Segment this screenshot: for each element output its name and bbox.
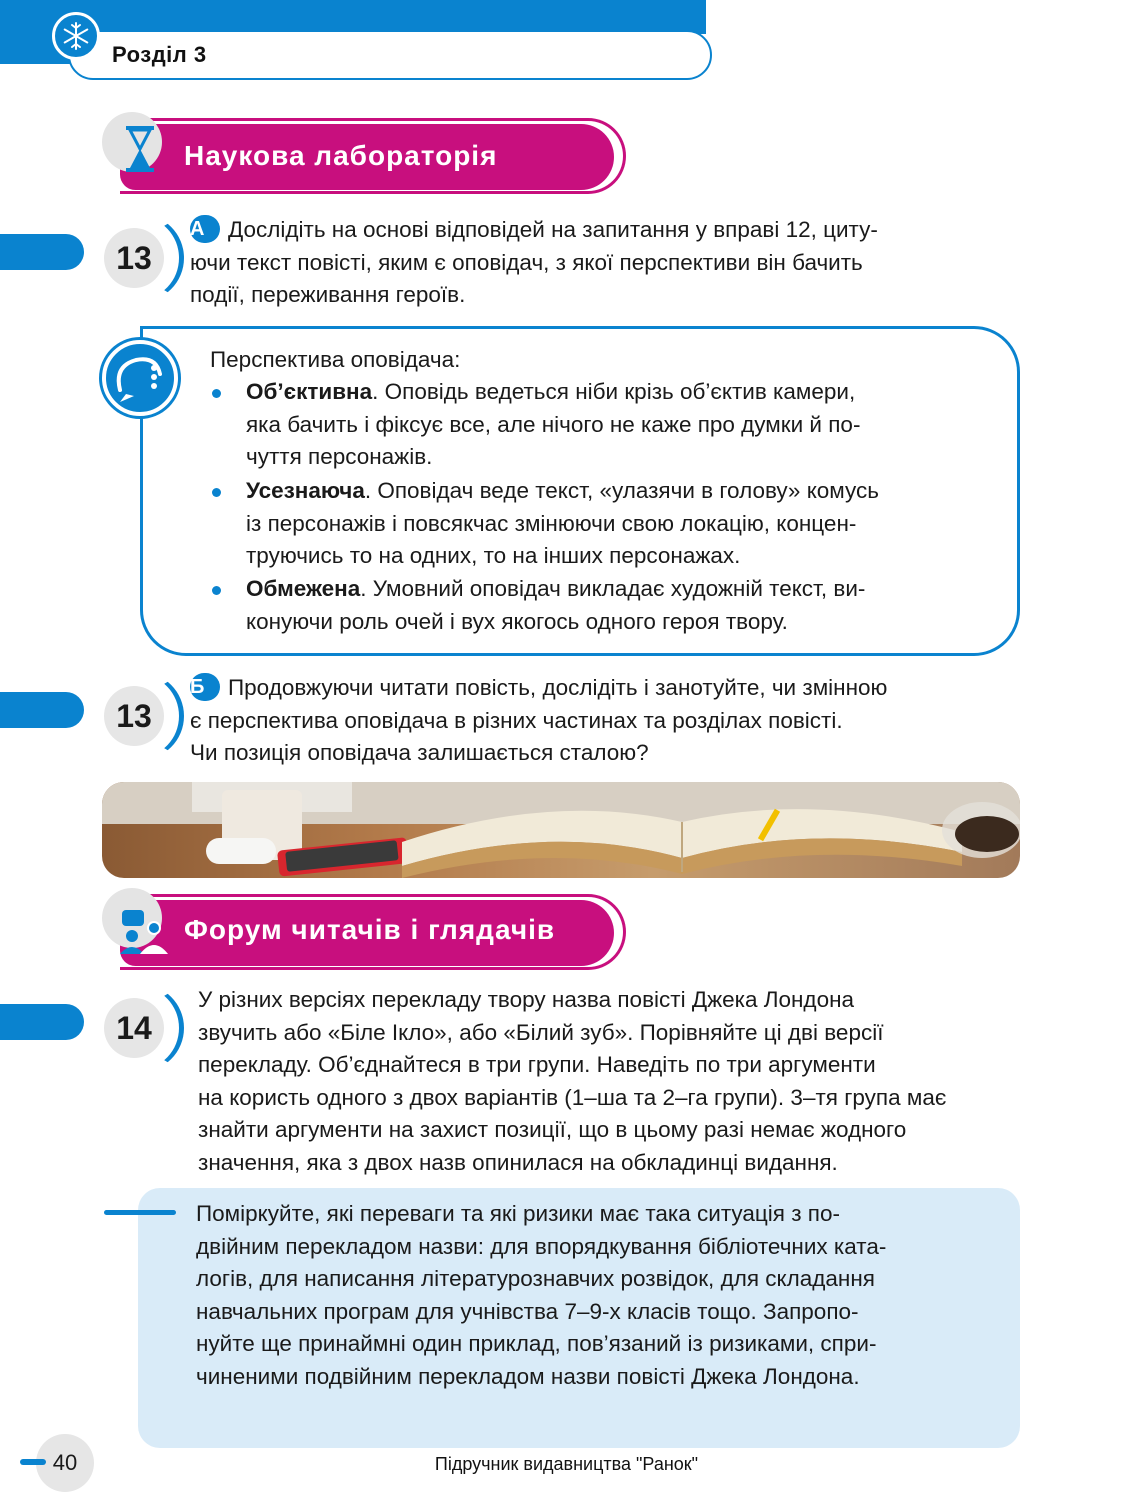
heading-title: Форум читачів і глядачів (184, 914, 556, 945)
task-number: 14 (104, 998, 164, 1058)
task-13a-text (190, 214, 1020, 312)
task-side-tab (0, 1004, 84, 1040)
heading-title: Наукова лабораторія (184, 140, 498, 171)
task-14-text: У різних версіях перекладу твору назва повісті Джека Лондона звучить або «Біле Ікло», або «Білий зуб». Порівняйте ці дві версії перекладу. Об’єднайтеся в три групи. Наведіть по три аргументи на користь одного з двох варіантів (1–ша та 2–га групи). 3–тя група має знайти аргументи на захист позиції, що в цьому разі немає жодного значення, яка з двох назв опинилася на обкладинці видання. (198, 987, 947, 1175)
bullet-dot (212, 488, 221, 497)
note-text: Поміркуйте, які переваги та які ризики має така ситуація з по- двійним перекладом назви: для впорядкування бібліотечних ката- логів, для написання літературознавчих розвідок, для складання навчальних програм для учнівства 7–9-х класів тощо. Запропо- нуйте ще принаймні один приклад, пов’язаний із ризиками, спри- чиненими подвійним перекладом назви повісті Джека Лондона. (196, 1201, 887, 1389)
task-number: 13 (104, 228, 164, 288)
bullet-dot (212, 389, 221, 398)
speech-bubble-icon (102, 340, 178, 416)
section-label: Розділ 3 (112, 42, 207, 67)
info-item-omniscient: Усезнаюча. Оповідач веде текст, «улазячи в голову» комусь із персонажів і повсякчас змінюючи свою локацію, концен- труючись то на одних, то на інших персонажах. (246, 478, 879, 568)
info-item-limited: Обмежена. Умовний оповідач викладає художній текст, ви- конуючи роль очей і вух якогось одного героя твору. (246, 576, 866, 634)
book-photo (102, 782, 1020, 878)
page-number: 40 (36, 1434, 94, 1492)
header-band (0, 0, 706, 34)
bullet-dot (212, 586, 221, 595)
info-title: Перспектива оповідача: (210, 347, 461, 372)
task-line: ючи текст повісті, яким є оповідач, з якої перспективи він бачить (190, 249, 863, 275)
task-side-tab (0, 692, 84, 728)
task-side-tab (0, 234, 84, 270)
publisher-footer: Підручник видавництва "Ранок" (434, 1454, 699, 1474)
task-line: події, переживання героїв. (190, 282, 466, 307)
task-number: 13 (104, 686, 164, 746)
task-13b-text: Б Продовжуючи читати повість, дослідіть і занотуйте, чи змінною є перспектива оповідача в різних частинах та розділах повісті. Чи позиція оповідача залишається сталою? (190, 675, 888, 765)
task-line: А Дослідіть на основі відповідей на запитання у вправі 12, циту- (190, 217, 878, 242)
snowflake-icon (52, 12, 100, 60)
note-marker (104, 1210, 176, 1215)
hourglass-icon (122, 124, 158, 179)
task-letter-badge: Б (190, 673, 220, 701)
info-item-objective: Об’єктивна. Оповідь ведеться ніби крізь об’єктив камери, яка бачить і фіксує все, але нічого не каже про думки й по- чуття персонажів. (246, 379, 861, 469)
people-icon (118, 906, 170, 961)
task-letter-badge: А (190, 215, 220, 243)
